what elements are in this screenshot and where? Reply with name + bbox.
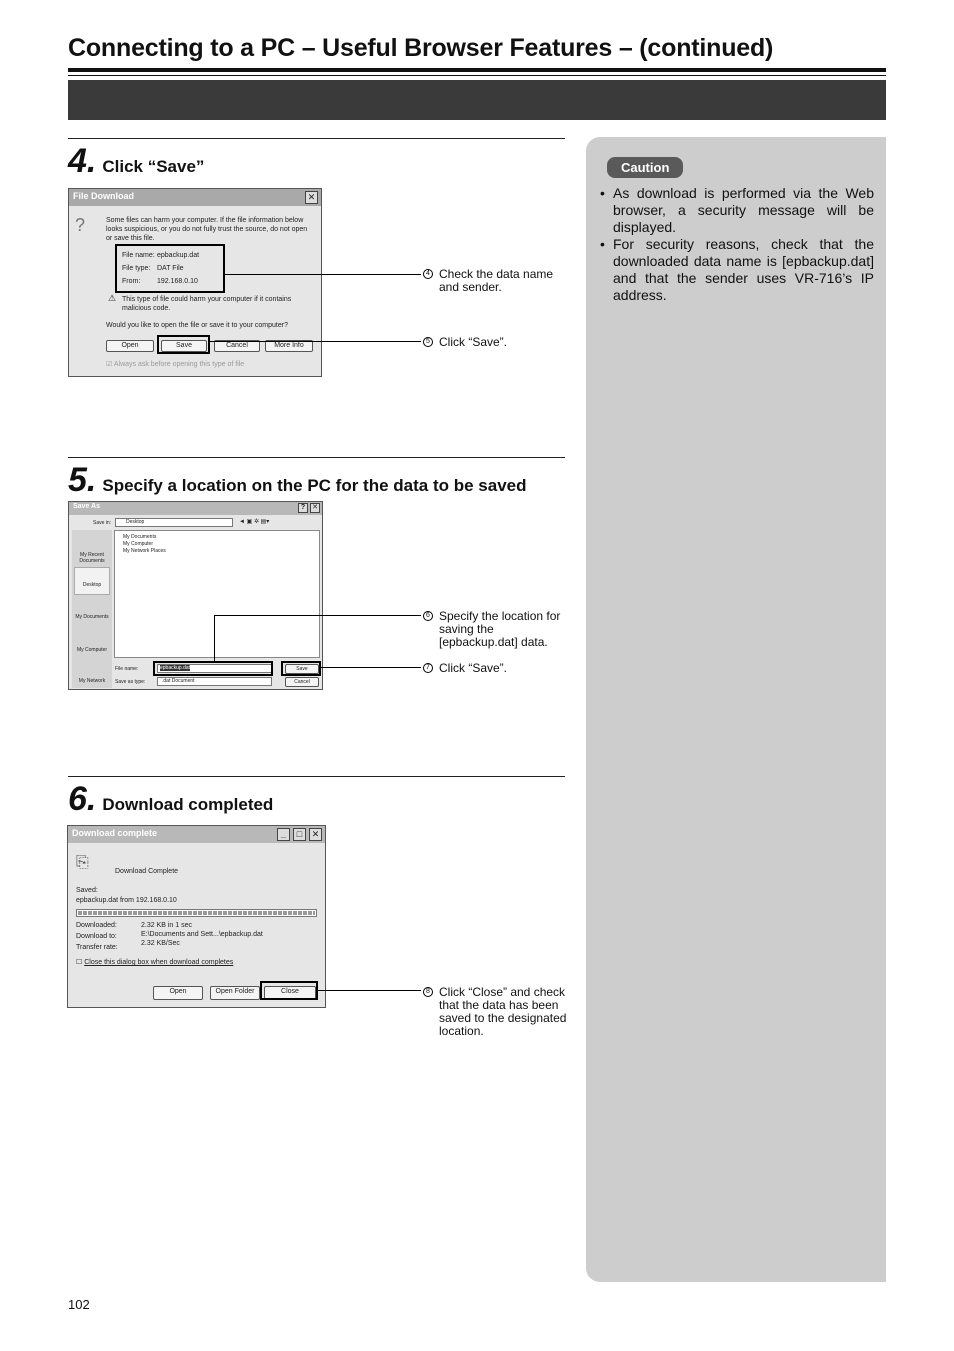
file-name-label: File name: — [115, 666, 139, 672]
page-number: 102 — [68, 1297, 90, 1312]
downloaded-label: Downloaded: — [76, 922, 117, 929]
place-documents[interactable]: My Documents — [75, 614, 109, 620]
caution-item: • As download is performed via the Web browser, a security message will be displayed. — [600, 185, 874, 236]
download-to-label: Download to: — [76, 933, 117, 940]
saved-label: Saved: — [76, 887, 98, 894]
question-icon: ? — [75, 215, 86, 235]
step-5-heading — [68, 461, 527, 500]
help-icon[interactable]: ? — [298, 503, 308, 513]
open-folder-button[interactable]: Open Folder — [210, 986, 260, 1000]
maximize-icon[interactable]: □ — [293, 828, 306, 841]
save-type-select[interactable] — [157, 677, 272, 686]
save-button[interactable]: Save — [285, 664, 319, 674]
file-list[interactable] — [114, 530, 320, 658]
save-in-label: Save in: — [93, 520, 112, 526]
warning-triangle-icon: ⚠ — [108, 293, 117, 303]
dialog-title: File Download — [73, 191, 135, 201]
step-text: Download completed — [102, 795, 274, 814]
dialog-title: Save As — [73, 503, 100, 510]
caution-panel — [586, 137, 886, 1282]
callout-text: Check the data name and sender. — [439, 267, 554, 294]
leader-line — [318, 990, 421, 991]
cancel-button[interactable]: Cancel — [285, 677, 319, 687]
file-name-value: epbackup.dat — [157, 252, 200, 259]
from-value: 192.168.0.10 — [157, 278, 198, 285]
callout-number: 6 — [423, 611, 433, 621]
download-to-value: E:\Documents and Sett...\epbackup.dat — [141, 931, 263, 938]
close-icon[interactable]: ✕ — [309, 828, 322, 841]
leader-line — [214, 615, 421, 616]
step-number: 6. — [68, 780, 97, 818]
file-info-highlight — [115, 244, 225, 293]
dialog-titlebar — [69, 189, 321, 206]
checkbox-label: Always ask before opening this type of file — [113, 361, 245, 368]
caution-item: • For security reasons, check that the downloaded data name is [epbackup.dat] and that the sender uses VR-716’s IP address. — [600, 236, 874, 304]
place-desktop-box — [74, 567, 110, 595]
dialog-titlebar — [69, 502, 322, 515]
dialog-title: Download complete — [72, 828, 158, 838]
place-desktop[interactable]: Desktop — [82, 582, 102, 588]
warning-text: Some files can harm your computer. If the file information below looks suspicious, or you do not fully trust the source, do not open or save this file. — [106, 217, 308, 242]
file-type-label: File type: — [122, 265, 151, 272]
section-bar — [68, 80, 886, 120]
saved-value: epbackup.dat from 192.168.0.10 — [76, 897, 177, 904]
dialog-titlebar — [68, 826, 325, 843]
close-icon[interactable]: ✕ — [305, 191, 318, 204]
save-button[interactable]: Save — [161, 340, 207, 352]
progress-bar — [76, 909, 317, 917]
close-highlight — [260, 981, 318, 1000]
file-name-value: epbackup.dat — [160, 665, 191, 671]
callout-6 — [423, 610, 569, 649]
file-type-value: DAT File — [157, 265, 184, 272]
caution-list — [600, 185, 874, 304]
title-rule-thin — [68, 75, 886, 76]
status-text: Download Complete — [115, 868, 179, 875]
file-name-label: File name: — [122, 252, 155, 259]
rate-label: Transfer rate: — [76, 944, 118, 951]
step-6-heading — [68, 780, 273, 819]
save-highlight — [157, 335, 210, 354]
place-computer[interactable]: My Computer — [76, 647, 107, 653]
cancel-button[interactable]: Cancel — [214, 340, 260, 352]
step-text: Click “Save” — [102, 157, 205, 176]
more-info-button[interactable]: More Info — [265, 340, 313, 352]
leader-line — [225, 274, 421, 275]
toolbar-icons[interactable]: ◄ ▣ ✲ ▤▾ — [239, 519, 270, 525]
harm-note: This type of file could harm your computer if it contains malicious code. — [122, 296, 292, 312]
question-text: Would you like to open the file or save it to your computer? — [106, 322, 288, 329]
file-name-highlight — [153, 661, 273, 676]
close-when-done-checkbox[interactable]: ☐ Close this dialog box when download completes — [76, 959, 234, 966]
progress-fill — [78, 911, 315, 915]
download-icon: ⎘ — [76, 854, 89, 871]
list-item[interactable]: My Computer — [123, 541, 154, 547]
callout-number: 8 — [423, 987, 433, 997]
step-divider — [68, 138, 565, 139]
save-type-value: .dat Document — [162, 678, 195, 684]
callout-text: Click “Save”. — [439, 335, 508, 349]
step-number: 4. — [68, 142, 97, 180]
callout-7 — [423, 662, 507, 675]
place-network[interactable]: My Network — [78, 678, 106, 684]
list-item[interactable]: My Documents — [123, 534, 157, 540]
step-divider — [68, 457, 565, 458]
save-highlight — [281, 661, 321, 676]
rate-value: 2.32 KB/Sec — [141, 940, 180, 947]
step-4-heading — [68, 142, 204, 181]
always-ask-checkbox[interactable]: ☑ Always ask before opening this type of file — [106, 361, 245, 368]
open-button[interactable]: Open — [106, 340, 154, 352]
close-icon[interactable]: ✕ — [310, 503, 320, 513]
save-type-label: Save as type: — [115, 679, 146, 685]
places-bar — [72, 530, 112, 688]
close-button[interactable]: Close — [264, 986, 316, 1000]
leader-line — [321, 667, 421, 668]
callout-text: Specify the location for saving the [epbackup.dat] data. — [439, 609, 561, 649]
callout-number: 5 — [423, 337, 433, 347]
downloaded-value: 2.32 KB in 1 sec — [141, 922, 192, 929]
leader-line — [210, 341, 421, 342]
callout-number: 7 — [423, 663, 433, 673]
step-divider — [68, 776, 565, 777]
list-item[interactable]: My Network Places — [123, 548, 166, 554]
caution-badge: Caution — [607, 157, 683, 178]
callout-5 — [423, 336, 507, 349]
callout-text: Click “Close” and check that the data has been saved to the designated location. — [439, 985, 567, 1038]
callout-text: Click “Save”. — [439, 661, 508, 675]
callout-8 — [423, 986, 569, 1038]
step-number: 5. — [68, 461, 97, 499]
from-label: From: — [122, 278, 141, 285]
save-in-value: Desktop — [126, 519, 145, 525]
step-text: Specify a location on the PC for the data to be saved — [102, 476, 527, 495]
open-button[interactable]: Open — [153, 986, 203, 1000]
callout-4 — [423, 268, 559, 294]
callout-number: 4 — [423, 269, 433, 279]
checkbox-label: Close this dialog box when download completes — [84, 959, 234, 966]
page-title: Connecting to a PC – Useful Browser Features – (continued) — [68, 34, 774, 62]
leader-line — [214, 615, 215, 661]
minimize-icon[interactable]: _ — [277, 828, 290, 841]
title-rule — [68, 68, 886, 72]
place-recent[interactable]: My Recent Documents — [79, 552, 105, 564]
save-in-select[interactable] — [115, 518, 233, 527]
